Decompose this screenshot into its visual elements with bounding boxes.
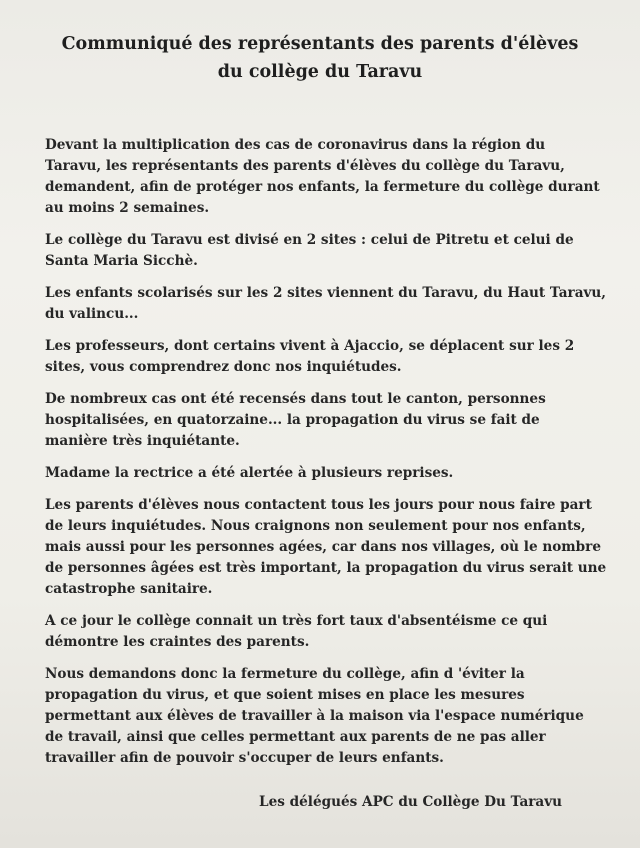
- paragraph-line: Taravu, les représentants des parents d'élèves du collège du Taravu,: [45, 158, 565, 174]
- paragraph-line: de leurs inquiétudes. Nous craignons non seulement pour nos enfants,: [45, 518, 586, 534]
- paragraph-line: sites, vous comprendrez donc nos inquiétudes.: [45, 359, 402, 375]
- paragraph-line: Les professeurs, dont certains vivent à Ajaccio, se déplacent sur les 2: [45, 338, 575, 354]
- paragraph-line: démontre les craintes des parents.: [45, 634, 310, 650]
- paragraph-line: Les parents d'élèves nous contactent tous les jours pour nous faire part: [45, 497, 592, 513]
- paragraph-line: de personnes âgées est très important, la propagation du virus serait une: [45, 560, 607, 576]
- paragraph: [45, 495, 605, 600]
- paragraph: [45, 389, 605, 452]
- paragraph-line: Le collège du Taravu est divisé en 2 sites : celui de Pitretu et celui de: [45, 232, 574, 248]
- signature: Les délégués APC du Collège Du Taravu: [259, 794, 562, 810]
- paragraph-line: propagation du virus, et que soient mises en place les mesures: [45, 687, 525, 703]
- document-body: [45, 135, 605, 780]
- paragraph-line: permettant aux élèves de travailler à la maison via l'espace numérique: [45, 708, 584, 724]
- paragraph-line: Devant la multiplication des cas de coronavirus dans la région du: [45, 137, 546, 153]
- paragraph: [45, 135, 605, 219]
- paragraph-line: Madame la rectrice a été alertée à plusieurs reprises.: [45, 465, 454, 481]
- paragraph: [45, 611, 605, 653]
- paragraph-line: Les enfants scolarisés sur les 2 sites viennent du Taravu, du Haut Taravu,: [45, 285, 607, 301]
- paragraph-line: Santa Maria Sicchè.: [45, 253, 198, 269]
- paragraph-line: catastrophe sanitaire.: [45, 581, 213, 597]
- paragraph-line: au moins 2 semaines.: [45, 200, 210, 216]
- paragraph-line: A ce jour le collège connait un très fort taux d'absentéisme ce qui: [45, 613, 548, 629]
- paragraph: [45, 664, 605, 769]
- paragraph-line: travailler afin de pouvoir s'occuper de leurs enfants.: [45, 750, 444, 766]
- paragraph-line: manière très inquiétante.: [45, 433, 240, 449]
- document-title: [0, 30, 640, 86]
- title-line: du collège du Taravu: [217, 62, 423, 82]
- paragraph: [45, 336, 605, 378]
- paragraph: [45, 283, 605, 325]
- paragraph-line: du valincu...: [45, 306, 139, 322]
- paragraph: [45, 230, 605, 272]
- paragraph: [45, 463, 605, 484]
- paragraph-line: Nous demandons donc la fermeture du collège, afin d 'éviter la: [45, 666, 525, 682]
- paragraph-line: hospitalisées, en quatorzaine... la propagation du virus se fait de: [45, 412, 540, 428]
- paragraph-line: De nombreux cas ont été recensés dans tout le canton, personnes: [45, 391, 546, 407]
- paragraph-line: de travail, ainsi que celles permettant aux parents de ne pas aller: [45, 729, 546, 745]
- paragraph-line: mais aussi pour les personnes agées, car dans nos villages, où le nombre: [45, 539, 601, 555]
- title-line: Communiqué des représentants des parents d'élèves: [61, 34, 579, 54]
- paragraph-line: demandent, afin de protéger nos enfants, la fermeture du collège durant: [45, 179, 600, 195]
